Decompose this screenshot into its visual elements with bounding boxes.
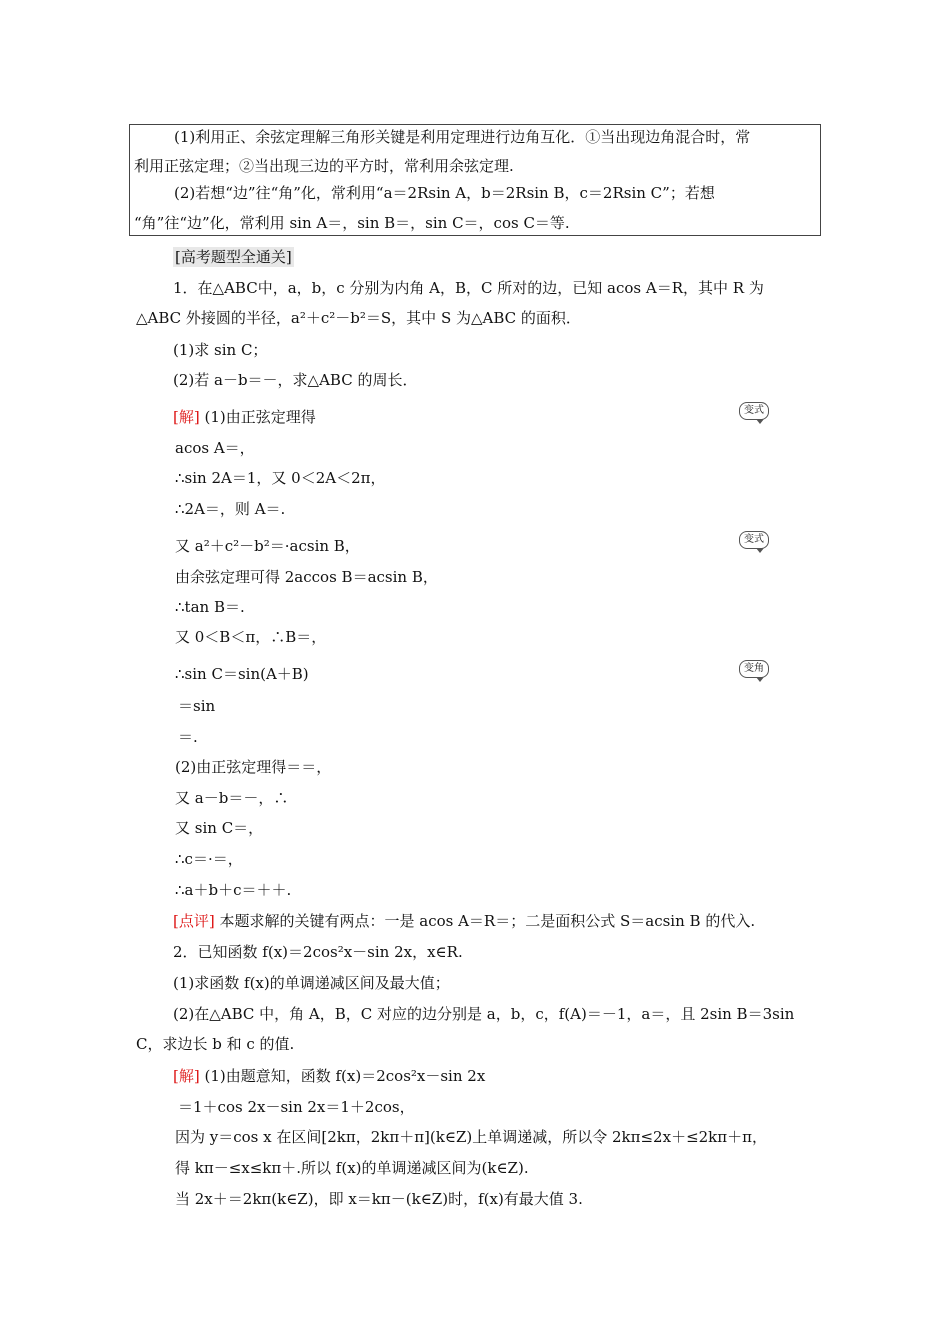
p1-solution-head-text: (1)由正弦定理得	[199, 408, 316, 426]
p1-stem-line-1: 1．在△ABC中，a，b，c 分别为内角 A，B，C 所对的边，已知 acos A＝R，其中 R 为	[173, 279, 764, 297]
p1-step: ∴sin C＝sin(A＋B)	[175, 665, 309, 683]
p1-step: ∴2A＝，则 A＝.	[175, 500, 286, 518]
p2-question-1: (1)求函数 f(x)的单调递减区间及最大值；	[173, 974, 450, 992]
tip-line-2: 利用正弦定理；②当出现三边的平方时，常利用余弦定理.	[134, 157, 514, 175]
variant-angle-badge[interactable]: 变角	[739, 660, 769, 678]
p1-question-2: (2)若 a－b＝－，求△ABC 的周长．	[173, 371, 418, 389]
p2-stem: 2．已知函数 f(x)＝2cos²x－sin 2x，x∈R.	[173, 943, 463, 961]
p1-step: ∴sin 2A＝1，又 0＜2A＜2π，	[175, 469, 386, 487]
tip-box	[129, 124, 821, 236]
p1-comment-text: 本题求解的关键有两点：一是 acos A＝R＝；二是面积公式 S＝acsin B 的代入.	[214, 912, 756, 930]
p1-solution-tag: [解]	[173, 408, 200, 426]
p1-step: ∴a＋b＋c＝＋＋.	[175, 881, 292, 899]
p1-comment	[173, 911, 755, 931]
p1-comment-tag: [点评]	[173, 912, 215, 930]
variant-badge-1[interactable]: 变式	[739, 402, 769, 420]
p1-step: (2)由正弦定理得＝＝，	[175, 758, 332, 776]
p1-step: 又 a²＋c²－b²＝·acsin B，	[175, 537, 360, 555]
p1-step: ＝.	[178, 728, 198, 746]
p1-step: ∴c＝·＝，	[175, 850, 243, 868]
p2-solution-head-text: (1)由题意知，函数 f(x)＝2cos²x－sin 2x	[199, 1067, 486, 1085]
p1-step: ＝sin	[178, 697, 216, 715]
p1-question-1: (1)求 sin C；	[173, 341, 268, 359]
p1-step: 又 0＜B＜π，∴B＝，	[175, 628, 327, 646]
p1-solution-heading	[173, 407, 316, 427]
p2-solution-tag: [解]	[173, 1067, 200, 1085]
variant-badge-2[interactable]: 变式	[739, 531, 769, 549]
p2-step: 得 kπ－≤x≤kπ＋.所以 f(x)的单调递减区间为(k∈Z).	[175, 1159, 529, 1177]
p1-step: 又 sin C＝，	[175, 819, 264, 837]
section-tag: [高考题型全通关]	[175, 248, 292, 266]
tip-line-3: (2)若想“边”往“角”化，常利用“a＝2Rsin A，b＝2Rsin B，c＝2Rsin C”；若想	[174, 184, 715, 202]
p1-step: ∴tan B＝.	[175, 598, 245, 616]
p2-question-2-line-1: (2)在△ABC 中，角 A，B，C 对应的边分别是 a，b，c，f(A)＝－1，a＝，且 2sin B＝3sin	[173, 1005, 795, 1023]
tip-line-4: “角”往“边”化，常利用 sin A＝，sin B＝，sin C＝，cos C＝等.	[134, 214, 570, 232]
p1-step: 又 a－b＝－，∴	[175, 789, 289, 807]
p1-step: 由余弦定理可得 2accos B＝acsin B，	[175, 568, 438, 586]
p1-step: acos A＝，	[175, 439, 255, 457]
p2-step: 当 2x＋＝2kπ(k∈Z)，即 x＝kπ－(k∈Z)时，f(x)有最大值 3.	[175, 1190, 583, 1208]
tip-line-1: (1)利用正、余弦定理解三角形关键是利用定理进行边角互化．①当出现边角混合时，常	[174, 128, 751, 146]
p1-stem-line-2: △ABC 外接圆的半径，a²＋c²－b²＝S，其中 S 为△ABC 的面积．	[136, 309, 581, 327]
p2-solution-heading	[173, 1066, 485, 1086]
p2-step: 因为 y＝cos x 在区间[2kπ，2kπ＋π](k∈Z)上单调递减，所以令 2kπ≤2x＋≤2kπ＋π，	[175, 1128, 767, 1146]
p2-question-2-line-2: C，求边长 b 和 c 的值.	[136, 1035, 295, 1053]
p2-step: ＝1＋cos 2x－sin 2x＝1＋2cos，	[178, 1098, 415, 1116]
